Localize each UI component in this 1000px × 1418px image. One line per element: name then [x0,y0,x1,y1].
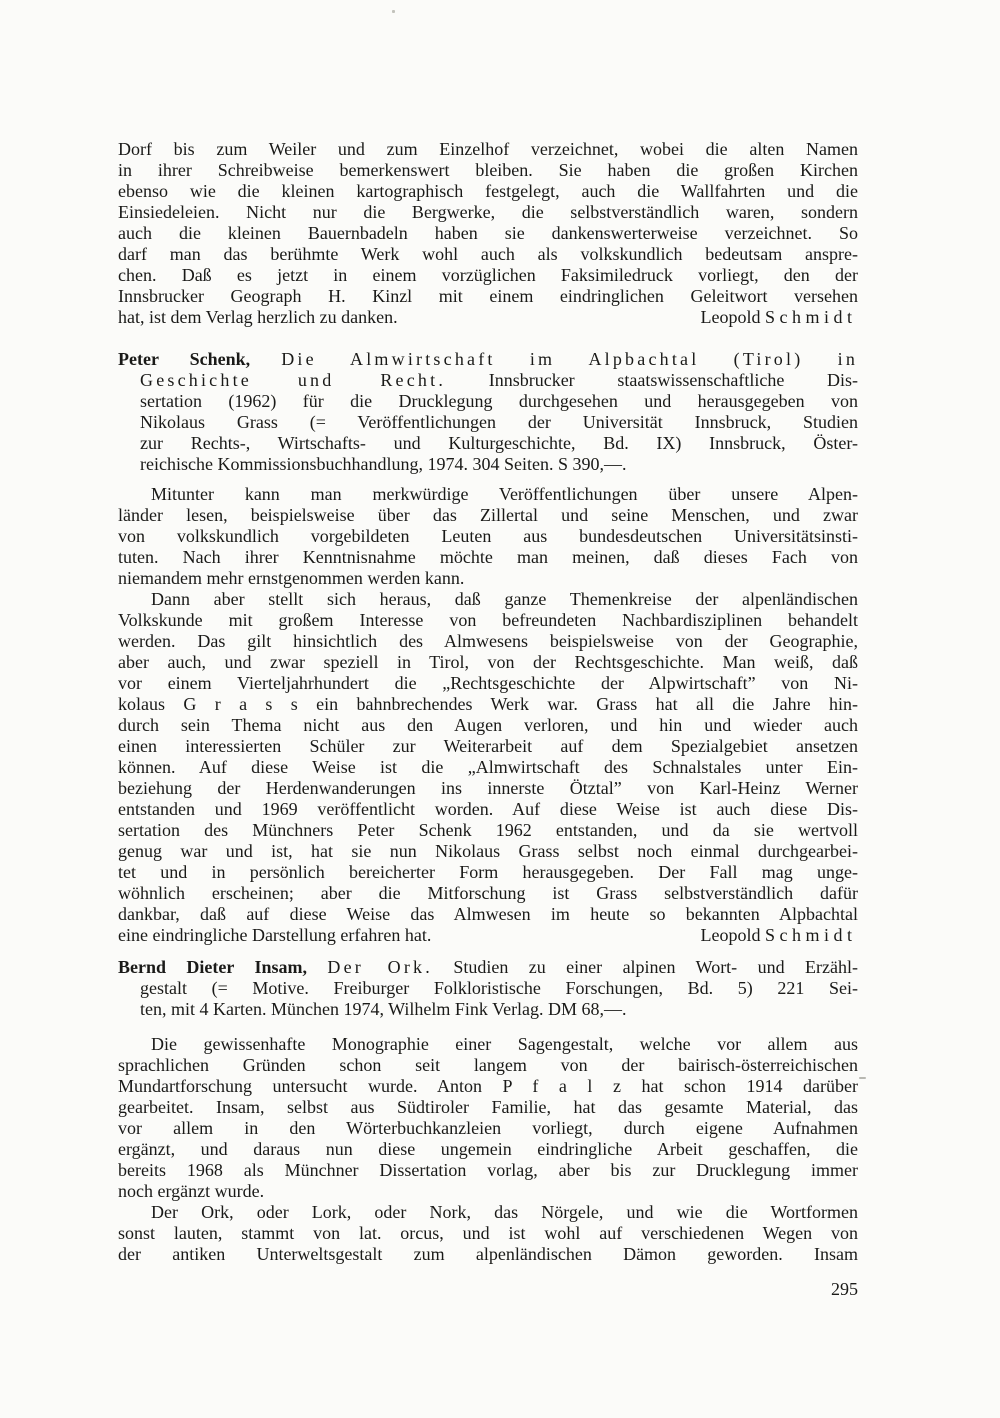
page-number: 295 [831,1279,858,1299]
entry-text: Innsbrucker staatswissenschaftliche Dis- [446,370,858,390]
text-line: der antiken Unterweltsgestalt zum alpenländischen Dämon geworden. Insam [118,1244,858,1264]
text-line: Einsiedeleien. Nicht nur die Bergwerke, die selbstverständlich waren, sondern [118,202,858,222]
text-line: vor allem in den Wörterbuchkanzleien vorliegt, durch eigene Aufnahmen [118,1118,858,1138]
author-name: Bernd Dieter Insam, [118,957,307,977]
text-line: reichische Kommissionsbuchhandlung, 1974. 304 Seiten. S 390,—. [140,454,627,474]
text-line: Der Ork, oder Lork, oder Nork, das Nörgele, und wie die Wortformen [151,1202,858,1222]
text-line: Nikolaus Grass (= Veröffentlichungen der Universität Innsbruck, Studien [140,412,858,432]
schenk-entry-heading [118,349,858,475]
text-line: vor einem Vierteljahrhundert die „Rechtsgeschichte der Alpwirtschaft” von Ni- [118,673,858,693]
text-line: Dorf bis zum Weiler und zum Einzelhof verzeichnet, wobei die alten Namen [118,139,858,159]
insam-review-paragraph-1 [118,1034,858,1202]
text-line: Mundartforschung untersucht wurde. Anton P f a l z hat schon 1914 darüber [118,1076,858,1096]
text-line: zur Rechts-, Wirtschafts- und Kulturgeschichte, Bd. IX) Innsbruck, Öster- [140,433,858,453]
text-line: ten, mit 4 Karten. München 1974, Wilhelm Fink Verlag. DM 68,—. [140,999,627,1019]
text-line: durch sein Thema nicht aus den Augen verloren, und hin und wieder auch [118,715,858,735]
text-line: tet und in persönlich bereicherter Form herausgegeben. Der Fall mag unge- [118,862,858,882]
schenk-review-paragraph-1 [118,484,858,589]
text-line: ergänzt, und daraus nun diese ungemein eindringliche Arbeit geschaffen, die [118,1139,858,1159]
text-line: dankbar, daß auf diese Weise das Almwesen im heute so bekannten Alpbachtal [118,904,858,924]
paragraph-closing-text: hat, ist dem Verlag herzlich zu danken. [118,307,398,327]
text-line: tuten. Nach ihrer Kenntnisnahme möchte man meinen, daß dieses Fach von [118,547,858,567]
text-line: auch die kleinen Bauernbadeln haben sie dankenswerterweise verzeichnet. So [118,223,858,243]
schenk-review-paragraph-2 [118,589,858,946]
text-line: Innsbrucker Geograph H. Kinzl mit einem eindringlichen Geleitwort versehen [118,286,858,306]
text-line: Volkskunde mit großem Interesse von befreundeten Nachbardisziplinen behandelt [118,610,858,630]
insam-entry-heading [118,957,858,1020]
paragraph-closing-text: eine eindringliche Darstellung erfahren hat. [118,925,432,945]
text-line: darf man das berühmte Werk wohl auch als volkskundlich bedeutsam anspre- [118,244,858,264]
letterspaced-title: Die Almwirtschaft im Alpbachtal (Tirol) in [281,349,858,369]
text-line: niemandem mehr ernstgenommen werden kann. [118,568,465,588]
text-line: von volkskundlich vorgebildeten Leuten aus bundesdeutschen Universitätsinsti- [118,526,858,546]
text-line: beziehung der Herdenwanderungen ins innerste Ötztal” von Karl-Heinz Werner [118,778,858,798]
scan-artifact-speck [392,10,395,13]
text-line: werden. Das gilt hinsichtlich des Almwesens beispielsweise von der Geographie, [118,631,858,651]
text-line: gearbeitet. Insam, selbst aus Südtiroler Familie, hat das gesamte Material, das [118,1097,858,1117]
reviewer-signature: Leopold S c h m i d t [700,925,852,945]
text-line [118,307,858,328]
letterspaced-title: Geschichte und Recht. [140,370,447,390]
text-line: einen interessierten Schüler zur Weiterarbeit auf dem Spezialgebiet ansetzen [118,736,858,756]
entry-text [307,957,327,977]
text-line: kolaus G r a s s ein bahnbrechendes Werk war. Grass hat all die Jahre hin- [118,694,858,714]
text-line: aber auch, und zwar speziell in Tirol, von der Rechtsgeschichte. Man weiß, daß [118,652,858,672]
text-line: entstanden und 1969 veröffentlicht worden. Auf diese Weise ist auch diese Dis- [118,799,858,819]
reviewer-signature: Leopold S c h m i d t [700,307,852,327]
text-line: sertation (1962) für die Drucklegung durchgesehen und herausgegeben von [140,391,858,411]
letterspaced-title: Der Ork. [327,957,433,977]
text-line: länder lesen, beispielsweise über das Zillertal und seine Menschen, und zwar [118,505,858,525]
text-line [118,925,858,946]
text-line: gestalt (= Motive. Freiburger Folkloristische Forschungen, Bd. 5) 221 Sei- [140,978,858,998]
entry-text: Studien zu einer alpinen Wort- und Erzähl- [432,957,858,977]
scan-artifact-speck [859,1077,866,1079]
text-line: Mitunter kann man merkwürdige Veröffentlichungen über unsere Alpen- [151,484,858,504]
page-text-block [118,139,858,1265]
text-line: ebenso wie die kleinen kartographisch festgelegt, auch die Wallfahrten und die [118,181,858,201]
text-line: Die gewissenhafte Monographie einer Sagengestalt, welche vor allem aus [151,1034,858,1054]
text-line: sertation des Münchners Peter Schenk 1962 entstanden, und da sie wertvoll [118,820,858,840]
insam-review-paragraph-2 [118,1202,858,1265]
text-line: wöhnlich erscheinen; aber die Mitforschung ist Grass selbstverständlich dafür [118,883,858,903]
text-line [118,957,858,978]
text-line [118,349,858,370]
text-line: genug war und ist, hat sie nun Nikolaus Grass selbst noch einmal durchgearbei- [118,841,858,861]
text-line: können. Auf diese Weise ist die „Almwirtschaft des Schnalstales unter Ein- [118,757,858,777]
text-line: noch ergänzt wurde. [118,1181,265,1201]
text-line: sonst lauten, stammt von lat. orcus, und ist wohl auf verschiedenen Wegen von [118,1223,858,1243]
text-line: bereits 1968 als Münchner Dissertation vorlag, aber bis zur Drucklegung immer [118,1160,858,1180]
text-line: sprachlichen Gründen schon seit langem von der bairisch-österreichischen [118,1055,858,1075]
author-name: Peter Schenk, [118,349,251,369]
text-line: Dann aber stellt sich heraus, daß ganze Themenkreise der alpenländischen [151,589,858,609]
entry-text [250,349,281,369]
text-line: in ihrer Schreibweise bemerkenswert bleiben. Sie haben die großen Kirchen [118,160,858,180]
text-line: chen. Daß es jetzt in einem vorzüglichen Faksimiledruck vorliegt, den der [118,265,858,285]
continued-review-paragraph [118,139,858,328]
text-line [118,370,858,391]
